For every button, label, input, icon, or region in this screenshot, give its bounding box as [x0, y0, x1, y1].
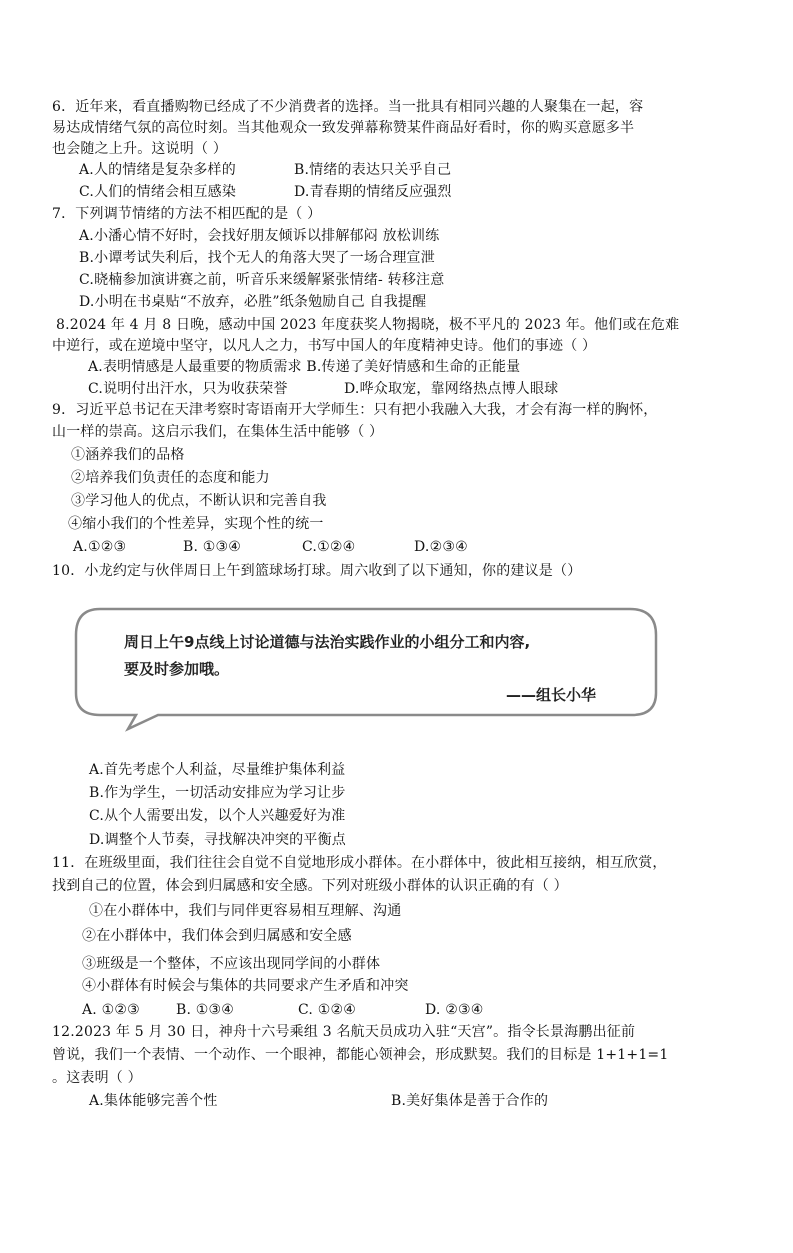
- q9-statement-3: ③学习他人的优点，不断认识和完善自我: [71, 493, 327, 509]
- q8-option-ab: A.表明情感是人最重要的物质需求 B.传递了美好情感和生命的正能量: [88, 359, 521, 375]
- q6-option-b: B.情绪的表达只关乎自己: [294, 162, 452, 178]
- q9-option-d: D.②③④: [414, 539, 468, 555]
- q7-stem: 7．下列调节情绪的方法不相匹配的是（ ）: [52, 206, 322, 222]
- q10-option-a: A.首先考虑个人利益，尽量维护集体利益: [89, 762, 346, 778]
- q9-stem-line-2: 山一样的崇高。这启示我们，在集体生活中能够（ ）: [52, 424, 384, 440]
- q10-option-c: C.从个人需要出发，以个人兴趣爱好为准: [89, 808, 346, 824]
- q10-option-d: D.调整个人节奏，寻找解决冲突的平衡点: [89, 832, 346, 848]
- q9-statement-2: ②培养我们负责任的态度和能力: [71, 470, 270, 486]
- q6-stem-line-2: 易达成情绪气氛的高位时刻。当其他观众一致发弹幕称赞某件商品好看时，你的购买意愿多半: [52, 120, 635, 136]
- q6-stem-line-3: 也会随之上升。这说明（ ）: [52, 141, 228, 157]
- q9-option-c: C.①②④: [302, 539, 356, 555]
- q10-option-b: B.作为学生，一切活动安排应为学习让步: [89, 785, 346, 801]
- q12-option-a: A.集体能够完善个性: [89, 1093, 218, 1109]
- q11-stem-line-1: 11．在班级里面，我们往往会自觉不自觉地形成小群体。在小群体中，彼此相互接纳，相互欣赏，: [52, 855, 667, 871]
- q11-statement-3: ③班级是一个整体，不应该出现同学间的小群体: [82, 956, 381, 972]
- q8-stem-line-1: 8.2024 年 4 月 8 日晚，感动中国 2023 年度获奖人物揭晓，极不平凡的 2023 年。他们或在危难: [56, 317, 680, 333]
- q7-option-b: B.小谭考试失利后，找个无人的角落大哭了一场合理宣泄: [79, 250, 435, 266]
- q8-stem-line-2: 中逆行，或在逆境中坚守，以凡人之力，书写中国人的年度精神史诗。他们的事迹（ ）: [52, 338, 597, 354]
- q6-stem-line-1: 6．近年来，看直播购物已经成了不少消费者的选择。当一批具有相同兴趣的人聚集在一起，容: [52, 99, 644, 115]
- q9-stem-line-1: 9．习近平总书记在天津考察时寄语南开大学师生：只有把小我融入大我，才会有海一样的胸怀，: [52, 402, 658, 418]
- q6-option-c: C.人们的情绪会相互感染: [79, 184, 237, 200]
- q9-option-b: B. ①③④: [183, 539, 242, 555]
- notice-line-2: 要及时参加哦。: [124, 660, 230, 678]
- q8-option-c: C.说明付出汗水，只为收获荣誉: [88, 381, 288, 397]
- q7-option-c: C.晓楠参加演讲赛之前，听音乐来缓解紧张情绪- 转移注意: [79, 272, 445, 288]
- notice-signature: ——组长小华: [506, 686, 597, 704]
- q7-option-d: D.小明在书桌贴“不放弃，必胜”纸条勉励自己 自我提醒: [79, 294, 427, 310]
- q12-stem-line-2: 曾说，我们一个表情、一个动作、一个眼神，都能心领神会，形成默契。我们的目标是 1+1+1=1: [52, 1047, 669, 1063]
- q9-option-a: A.①②③: [73, 539, 127, 555]
- q9-statement-1: ①涵养我们的品格: [71, 447, 185, 463]
- notice-speech-bubble: [70, 603, 662, 733]
- q12-option-b: B.美好集体是善于合作的: [391, 1093, 549, 1109]
- q11-stem-line-2: 找到自己的位置，体会到归属感和安全感。下列对班级小群体的认识正确的有（ ）: [52, 878, 568, 894]
- q11-option-c: C. ①②④: [298, 1002, 356, 1018]
- q11-option-d: D. ②③④: [425, 1002, 484, 1018]
- q12-stem-line-3: 。这表明（ ）: [52, 1070, 142, 1086]
- q12-stem-line-1: 12.2023 年 5 月 30 日，神舟十六号乘组 3 名航天员成功入驻“天宫”。指令长景海鹏出征前: [52, 1024, 636, 1040]
- q6-option-d: D.青春期的情绪反应强烈: [294, 184, 452, 200]
- q10-stem: 10．小龙约定与伙伴周日上午到篮球场打球。周六收到了以下通知，你的建议是（）: [52, 563, 582, 579]
- q6-option-a: A.人的情绪是复杂多样的: [79, 162, 236, 178]
- q8-option-d: D.哗众取宠，靠网络热点博人眼球: [344, 381, 559, 397]
- q9-statement-4: ④缩小我们的个性差异，实现个性的统一: [68, 516, 324, 532]
- q11-statement-2: ②在小群体中，我们体会到归属感和安全感: [82, 928, 352, 944]
- q7-option-a: A.小潘心情不好时，会找好朋友倾诉以排解郁闷 放松训练: [79, 228, 440, 244]
- notice-line-1: 周日上午9点线上讨论道德与法治实践作业的小组分工和内容,: [124, 633, 531, 651]
- q11-statement-1: ①在小群体中，我们与同伴更容易相互理解、沟通: [89, 903, 402, 919]
- q11-option-a: A. ①②③: [82, 1002, 140, 1018]
- q11-option-b: B. ①③④: [176, 1002, 235, 1018]
- q11-statement-4: ④小群体有时候会与集体的共同要求产生矛盾和冲突: [82, 978, 409, 994]
